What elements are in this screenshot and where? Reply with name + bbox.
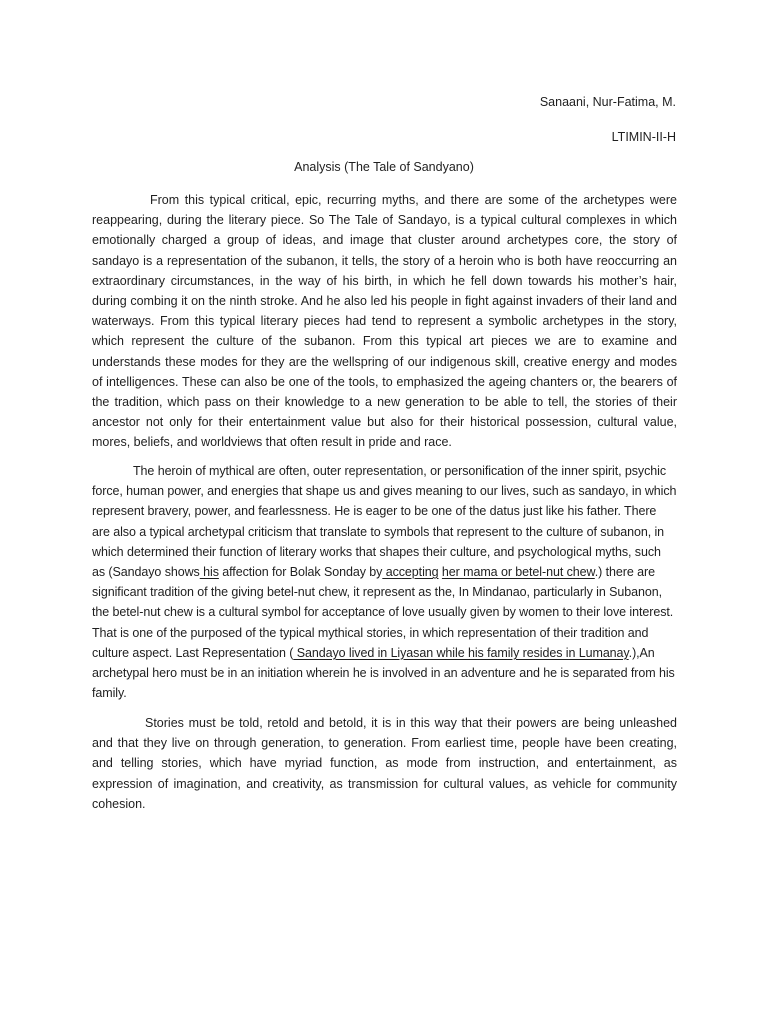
paragraph-2-part-2: affection for Bolak Sonday by: [218, 565, 383, 580]
underlined-his: his: [199, 565, 219, 580]
paragraph-2: [92, 461, 677, 703]
paragraph-2-part-4: .),An archetypal hero must be in an initiation wherein he is involved in an adventure and he is separated from his family.: [92, 645, 675, 701]
document-title: Analysis (The Tale of Sandyano): [294, 160, 474, 174]
author-name: Sanaani, Nur-Fatima, M.: [539, 95, 676, 109]
paragraph-2-part-3: .) there are significant tradition of the giving betel-nut chew, it represent as the, In Mindanao, particularly in Subanon, the betel-nut chew is a cultural symbol for acceptance of love usually given by women to their love interest. That is one of the purposed of the typical mythical stories, in which representation of their tradition and culture aspect. Last Representation (: [92, 565, 674, 660]
paragraph-2-part-1: The heroin of mythical are often, outer representation, or personification of the inner spirit, psychic force, human power, and energies that shape us and gives meaning to our lives, such as sandayo, in which represent bravery, power, and fearlessness. He is eager to be one of the datus just like his father. There are also a typical archetypal criticism that translate to symbols that represent to the culture of subanon, in which determined their function of literary works that shapes their culture, and psychological myths, such as (Sandayo shows: [92, 464, 677, 580]
paragraph-3: Stories must be told, retold and betold, it is in this way that their powers are being unleashed and that they live on through generation, to generation. From earliest time, people have been creating, and telling stories, which have myriad function, as mode from instruction, and entertainment, as expression of imagination, and creativity, as transmission for cultural values, as vehicle for community cohesion.: [92, 716, 677, 811]
class-section: LTIMIN-II-H: [611, 130, 676, 144]
paragraph-1: From this typical critical, epic, recurring myths, and there are some of the archetypes were reappearing, during the literary piece. So The Tale of Sandayo, is a typical cultural complexes in which emotionally charged a group of ideas, and image that cluster around archetypes core, the story of sandayo is a representation of the subanon, it tells, the story of a heroin who is both have reoccurring an extraordinary circumstances, in the way of his birth, in which he fell down towards his mother’s hair, during combing it on the ninth stroke. And he also led his people in fight against invaders of their land and waterways. From this typical literary pieces had tend to represent a symbolic archetypes in the story, which represent the culture of the subanon. From this typical art pieces we are to examine and understands these modes for they are the wellspring of our indigenous skill, creative energy and modes of intelligences. These can also be one of the tools, to emphasized the ageing chanters or, the bearers of the tradition, which pass on their knowledge to a new generation to be able to tell, the stories of their ancestor not only for their entertainment value but also for their historical possession, cultural value, mores, beliefs, and worldviews that often result in pride and race.: [92, 193, 677, 450]
underlined-sandayo-phrase: Sandayo lived in Liyasan while his family resides in Lumanay: [293, 645, 629, 660]
underlined-accepting: accepting: [382, 565, 439, 580]
underlined-betel-nut-phrase: her mama or betel-nut chew: [441, 565, 595, 580]
